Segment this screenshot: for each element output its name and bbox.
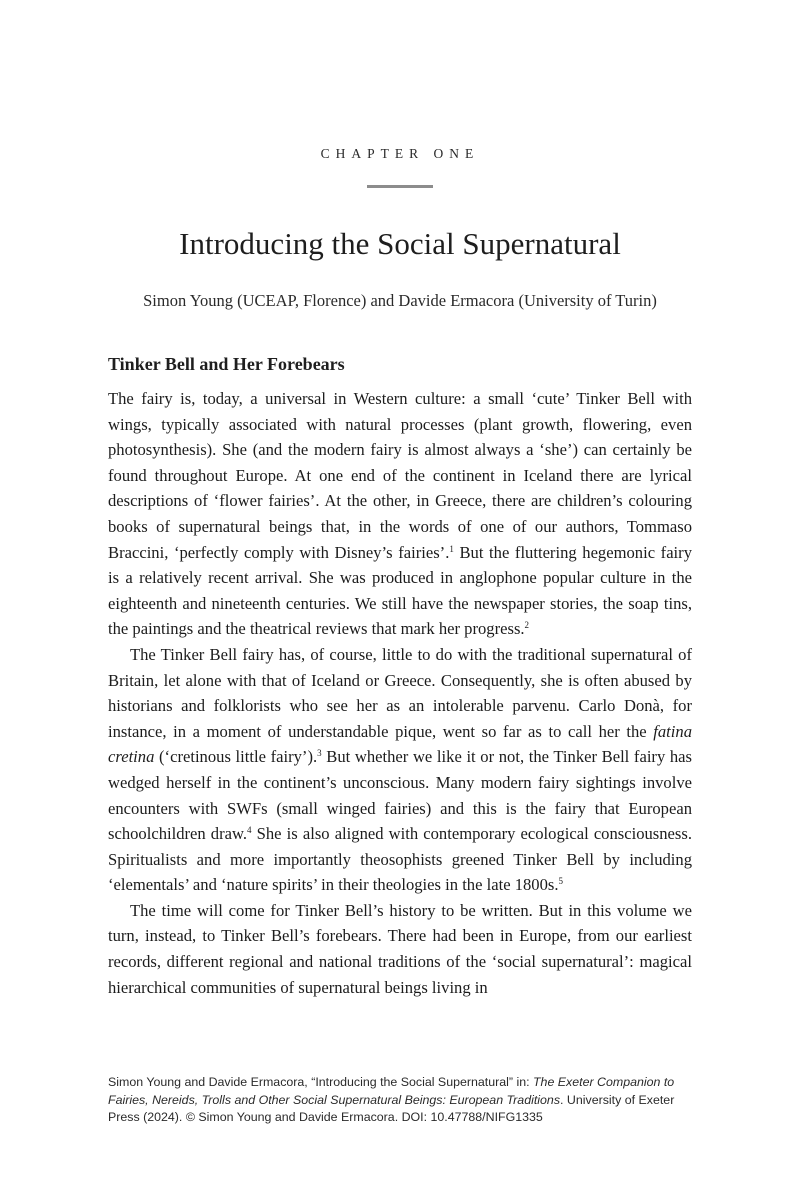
citation-text: Simon Young and Davide Ermacora, “Introducing the Social Supernatural” in: bbox=[108, 1075, 533, 1089]
chapter-authors: Simon Young (UCEAP, Florence) and Davide Ermacora (University of Turin) bbox=[143, 291, 657, 310]
chapter-title: Introducing the Social Supernatural bbox=[179, 226, 621, 261]
chapter-divider-rule bbox=[367, 185, 433, 188]
section-heading: Tinker Bell and Her Forebears bbox=[108, 354, 345, 374]
paragraph-2 bbox=[108, 642, 692, 898]
paragraph-1 bbox=[108, 386, 692, 642]
citation-text: . University of Exeter Press (2024). © Simon Young and Davide Ermacora. DOI: 10.47788/NIFG1335 bbox=[108, 1092, 675, 1124]
paragraph-text: The time will come for Tinker Bell’s history to be written. But in this volume we turn, instead, to Tinker Bell’s forebears. There had been in Europe, from our earliest records, different regional and national traditions of the ‘social supernatural’: magical hierarchical communities of supernatural beings living in bbox=[108, 900, 692, 997]
paragraph-text: But whether we like it or not, the Tinker Bell fairy has wedged herself in the continent’s unconscious. Many modern fairy sightings involve encounters with SWFs (small winged fairies) and this is the fairy that European schoolchildren draw. bbox=[108, 747, 693, 844]
citation-book-title: The Exeter Companion to Fairies, Nereids, Trolls and Other Social Supernatural Beings: European Traditions bbox=[108, 1075, 675, 1107]
footnote-marker[interactable]: 2 bbox=[524, 620, 530, 631]
paragraph-text: (‘cretinous little fairy’). bbox=[154, 747, 318, 767]
chapter-label: CHAPTER ONE bbox=[320, 146, 480, 161]
footnote-marker[interactable]: 4 bbox=[247, 825, 252, 836]
paragraph-3 bbox=[108, 898, 692, 1000]
paragraph-text: The fairy is, today, a universal in Western culture: a small ‘cute’ Tinker Bell with wings, typically associated with natural processes (plant growth, flowering, even photosynthesis). She (and the modern fairy is almost always a ‘she’) can certainly be found throughout Europe. At one end of the continent in Iceland there are lyrical descriptions of ‘flower fairies’. At the other, in Greece, there are children’s colouring books of supernatural beings that, in the words of one of our authors, Tommaso Braccini, ‘perfectly comply with Disney’s fairies’. bbox=[108, 389, 692, 562]
paragraph-text: But the fluttering hegemonic fairy is a relatively recent arrival. She was produced in anglophone popular culture in the eighteenth and nineteenth centuries. We still have the newspaper stories, the soap tins, the paintings and the theatrical reviews that mark her progress. bbox=[108, 542, 692, 639]
paragraph-text: The Tinker Bell fairy has, of course, little to do with the traditional supernatural of Britain, let alone with that of Iceland or Greece. Consequently, she is often abused by historians and folklorists who see her as an intolerable parvenu. Carlo Donà, for instance, in a moment of understandable pique, went so far as to call her the bbox=[108, 644, 692, 741]
paragraph-text: She is also aligned with contemporary ecological consciousness. Spiritualists and more importantly theosophists greened Tinker Bell by including ‘elementals’ and ‘nature spirits’ in their theologies in the late 1800s. bbox=[108, 824, 692, 895]
italic-phrase: fatina cretina bbox=[108, 721, 692, 767]
book-page bbox=[108, 0, 692, 1200]
citation-footer bbox=[108, 1074, 692, 1127]
footnote-marker[interactable]: 5 bbox=[558, 876, 564, 887]
body-text bbox=[108, 386, 692, 1000]
footnote-marker[interactable]: 1 bbox=[449, 543, 454, 554]
footnote-marker[interactable]: 3 bbox=[317, 748, 322, 759]
